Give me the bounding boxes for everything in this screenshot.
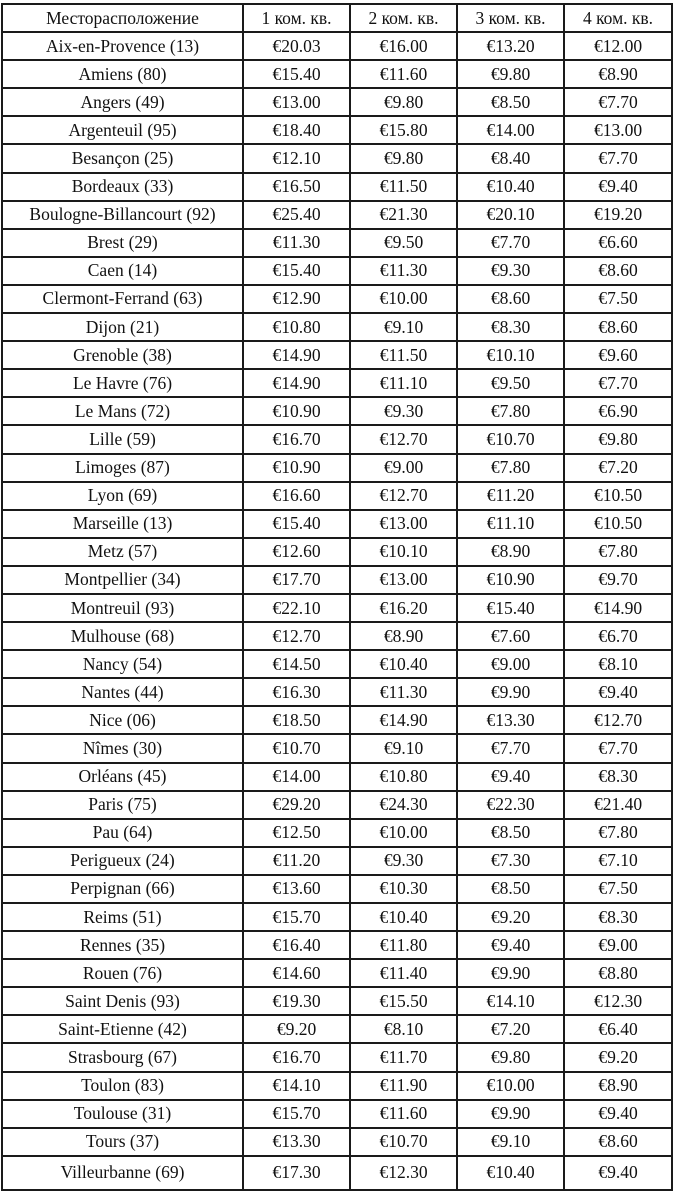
price-1-room-cell: €11.30 bbox=[243, 229, 350, 257]
price-2-room-cell: €15.80 bbox=[350, 116, 457, 144]
table-row bbox=[2, 88, 672, 116]
price-1-room-cell: €10.90 bbox=[243, 397, 350, 425]
price-3-room-cell: €9.90 bbox=[457, 678, 564, 706]
location-cell: Bordeaux (33) bbox=[2, 173, 243, 201]
price-4-room-cell: €12.00 bbox=[564, 32, 672, 60]
table-row bbox=[2, 1156, 672, 1190]
price-3-room-cell: €15.40 bbox=[457, 594, 564, 622]
table-row bbox=[2, 1100, 672, 1128]
price-1-room-cell: €15.40 bbox=[243, 60, 350, 88]
table-row bbox=[2, 819, 672, 847]
location-cell: Orléans (45) bbox=[2, 763, 243, 791]
price-2-room-cell: €9.10 bbox=[350, 734, 457, 762]
price-3-room-cell: €20.10 bbox=[457, 201, 564, 229]
table-row bbox=[2, 931, 672, 959]
price-3-room-cell: €7.60 bbox=[457, 622, 564, 650]
price-3-room-cell: €7.20 bbox=[457, 1015, 564, 1043]
price-4-room-cell: €7.80 bbox=[564, 538, 672, 566]
price-3-room-cell: €8.40 bbox=[457, 144, 564, 172]
price-1-room-cell: €17.70 bbox=[243, 566, 350, 594]
price-1-room-cell: €10.70 bbox=[243, 734, 350, 762]
price-2-room-cell: €10.70 bbox=[350, 1128, 457, 1156]
table-row bbox=[2, 510, 672, 538]
price-4-room-cell: €7.10 bbox=[564, 847, 672, 875]
location-cell: Le Mans (72) bbox=[2, 397, 243, 425]
price-2-room-cell: €9.30 bbox=[350, 397, 457, 425]
location-cell: Aix-en-Provence (13) bbox=[2, 32, 243, 60]
location-cell: Argenteuil (95) bbox=[2, 116, 243, 144]
location-cell: Lyon (69) bbox=[2, 482, 243, 510]
table-row bbox=[2, 1128, 672, 1156]
price-1-room-cell: €10.90 bbox=[243, 454, 350, 482]
location-cell: Rennes (35) bbox=[2, 931, 243, 959]
price-2-room-cell: €10.10 bbox=[350, 538, 457, 566]
price-3-room-cell: €9.10 bbox=[457, 1128, 564, 1156]
price-2-room-cell: €9.10 bbox=[350, 313, 457, 341]
price-2-room-cell: €9.30 bbox=[350, 847, 457, 875]
price-4-room-cell: €21.40 bbox=[564, 791, 672, 819]
price-2-room-cell: €11.60 bbox=[350, 60, 457, 88]
price-2-room-cell: €21.30 bbox=[350, 201, 457, 229]
price-3-room-cell: €7.80 bbox=[457, 397, 564, 425]
price-4-room-cell: €7.70 bbox=[564, 369, 672, 397]
location-cell: Besançon (25) bbox=[2, 144, 243, 172]
location-cell: Montpellier (34) bbox=[2, 566, 243, 594]
price-2-room-cell: €12.70 bbox=[350, 425, 457, 453]
price-2-room-cell: €10.00 bbox=[350, 285, 457, 313]
price-2-room-cell: €11.80 bbox=[350, 931, 457, 959]
price-2-room-cell: €11.40 bbox=[350, 959, 457, 987]
price-1-room-cell: €15.40 bbox=[243, 510, 350, 538]
price-1-room-cell: €18.40 bbox=[243, 116, 350, 144]
location-cell: Montreuil (93) bbox=[2, 594, 243, 622]
table-row bbox=[2, 763, 672, 791]
table-body bbox=[2, 32, 672, 1190]
price-4-room-cell: €6.90 bbox=[564, 397, 672, 425]
table-row bbox=[2, 678, 672, 706]
location-cell: Grenoble (38) bbox=[2, 341, 243, 369]
price-2-room-cell: €8.90 bbox=[350, 622, 457, 650]
price-3-room-cell: €22.30 bbox=[457, 791, 564, 819]
price-3-room-cell: €10.10 bbox=[457, 341, 564, 369]
price-4-room-cell: €8.60 bbox=[564, 313, 672, 341]
table-row bbox=[2, 566, 672, 594]
rent-price-table bbox=[1, 3, 673, 1191]
price-3-room-cell: €8.50 bbox=[457, 88, 564, 116]
table-row bbox=[2, 1072, 672, 1100]
price-4-room-cell: €9.00 bbox=[564, 931, 672, 959]
price-1-room-cell: €14.90 bbox=[243, 369, 350, 397]
table-row bbox=[2, 538, 672, 566]
price-1-room-cell: €16.40 bbox=[243, 931, 350, 959]
table-row bbox=[2, 144, 672, 172]
price-1-room-cell: €25.40 bbox=[243, 201, 350, 229]
price-1-room-cell: €9.20 bbox=[243, 1015, 350, 1043]
price-3-room-cell: €10.40 bbox=[457, 1156, 564, 1190]
location-cell: Tours (37) bbox=[2, 1128, 243, 1156]
price-3-room-cell: €9.30 bbox=[457, 257, 564, 285]
price-3-room-cell: €9.50 bbox=[457, 369, 564, 397]
price-4-room-cell: €19.20 bbox=[564, 201, 672, 229]
price-3-room-cell: €14.00 bbox=[457, 116, 564, 144]
price-2-room-cell: €9.80 bbox=[350, 88, 457, 116]
price-2-room-cell: €11.70 bbox=[350, 1043, 457, 1071]
price-2-room-cell: €15.50 bbox=[350, 987, 457, 1015]
price-4-room-cell: €9.40 bbox=[564, 1156, 672, 1190]
table-row bbox=[2, 201, 672, 229]
table-row bbox=[2, 369, 672, 397]
price-2-room-cell: €9.00 bbox=[350, 454, 457, 482]
header-location: Месторасположение bbox=[2, 4, 243, 32]
price-1-room-cell: €16.70 bbox=[243, 425, 350, 453]
price-1-room-cell: €12.70 bbox=[243, 622, 350, 650]
price-4-room-cell: €7.20 bbox=[564, 454, 672, 482]
price-1-room-cell: €16.60 bbox=[243, 482, 350, 510]
location-cell: Rouen (76) bbox=[2, 959, 243, 987]
price-1-room-cell: €17.30 bbox=[243, 1156, 350, 1190]
location-cell: Mulhouse (68) bbox=[2, 622, 243, 650]
price-2-room-cell: €11.10 bbox=[350, 369, 457, 397]
price-4-room-cell: €13.00 bbox=[564, 116, 672, 144]
price-2-room-cell: €12.70 bbox=[350, 482, 457, 510]
location-cell: Lille (59) bbox=[2, 425, 243, 453]
price-4-room-cell: €7.50 bbox=[564, 875, 672, 903]
price-1-room-cell: €14.90 bbox=[243, 341, 350, 369]
price-2-room-cell: €11.30 bbox=[350, 678, 457, 706]
table-row bbox=[2, 257, 672, 285]
price-3-room-cell: €14.10 bbox=[457, 987, 564, 1015]
price-1-room-cell: €12.90 bbox=[243, 285, 350, 313]
location-cell: Boulogne-Billancourt (92) bbox=[2, 201, 243, 229]
table-row bbox=[2, 313, 672, 341]
header-2-room: 2 ком. кв. bbox=[350, 4, 457, 32]
price-1-room-cell: €12.50 bbox=[243, 819, 350, 847]
price-2-room-cell: €13.00 bbox=[350, 566, 457, 594]
price-3-room-cell: €7.30 bbox=[457, 847, 564, 875]
location-cell: Villeurbanne (69) bbox=[2, 1156, 243, 1190]
location-cell: Limoges (87) bbox=[2, 454, 243, 482]
location-cell: Toulon (83) bbox=[2, 1072, 243, 1100]
location-cell: Saint Denis (93) bbox=[2, 987, 243, 1015]
price-4-room-cell: €9.80 bbox=[564, 425, 672, 453]
location-cell: Nantes (44) bbox=[2, 678, 243, 706]
price-1-room-cell: €16.50 bbox=[243, 173, 350, 201]
price-4-room-cell: €7.70 bbox=[564, 734, 672, 762]
price-3-room-cell: €9.90 bbox=[457, 1100, 564, 1128]
price-1-room-cell: €14.00 bbox=[243, 763, 350, 791]
price-3-room-cell: €7.70 bbox=[457, 734, 564, 762]
price-3-room-cell: €10.90 bbox=[457, 566, 564, 594]
price-4-room-cell: €12.70 bbox=[564, 706, 672, 734]
price-4-room-cell: €6.40 bbox=[564, 1015, 672, 1043]
price-4-room-cell: €8.90 bbox=[564, 1072, 672, 1100]
location-cell: Marseille (13) bbox=[2, 510, 243, 538]
price-3-room-cell: €13.30 bbox=[457, 706, 564, 734]
price-3-room-cell: €9.80 bbox=[457, 60, 564, 88]
price-1-room-cell: €12.10 bbox=[243, 144, 350, 172]
table-row bbox=[2, 60, 672, 88]
price-4-room-cell: €9.40 bbox=[564, 1100, 672, 1128]
price-1-room-cell: €14.10 bbox=[243, 1072, 350, 1100]
price-4-room-cell: €8.90 bbox=[564, 60, 672, 88]
location-cell: Paris (75) bbox=[2, 791, 243, 819]
price-1-room-cell: €19.30 bbox=[243, 987, 350, 1015]
price-1-room-cell: €15.40 bbox=[243, 257, 350, 285]
price-3-room-cell: €11.20 bbox=[457, 482, 564, 510]
price-4-room-cell: €6.60 bbox=[564, 229, 672, 257]
price-3-room-cell: €7.70 bbox=[457, 229, 564, 257]
price-2-room-cell: €10.40 bbox=[350, 650, 457, 678]
location-cell: Pau (64) bbox=[2, 819, 243, 847]
price-4-room-cell: €8.10 bbox=[564, 650, 672, 678]
price-4-room-cell: €8.60 bbox=[564, 1128, 672, 1156]
price-3-room-cell: €9.00 bbox=[457, 650, 564, 678]
table-row bbox=[2, 594, 672, 622]
price-3-room-cell: €8.30 bbox=[457, 313, 564, 341]
price-3-room-cell: €8.50 bbox=[457, 819, 564, 847]
price-3-room-cell: €8.60 bbox=[457, 285, 564, 313]
table-row bbox=[2, 454, 672, 482]
price-1-room-cell: €16.30 bbox=[243, 678, 350, 706]
price-2-room-cell: €16.20 bbox=[350, 594, 457, 622]
price-4-room-cell: €7.70 bbox=[564, 88, 672, 116]
price-2-room-cell: €12.30 bbox=[350, 1156, 457, 1190]
price-3-room-cell: €8.90 bbox=[457, 538, 564, 566]
location-cell: Nice (06) bbox=[2, 706, 243, 734]
location-cell: Caen (14) bbox=[2, 257, 243, 285]
price-1-room-cell: €13.00 bbox=[243, 88, 350, 116]
price-3-room-cell: €9.40 bbox=[457, 931, 564, 959]
table-row bbox=[2, 173, 672, 201]
price-2-room-cell: €24.30 bbox=[350, 791, 457, 819]
table-row bbox=[2, 847, 672, 875]
location-cell: Reims (51) bbox=[2, 903, 243, 931]
table-row bbox=[2, 734, 672, 762]
price-3-room-cell: €9.20 bbox=[457, 903, 564, 931]
location-cell: Nancy (54) bbox=[2, 650, 243, 678]
table-header-row bbox=[2, 4, 672, 32]
price-4-room-cell: €7.50 bbox=[564, 285, 672, 313]
table-row bbox=[2, 706, 672, 734]
table-row bbox=[2, 987, 672, 1015]
table-row bbox=[2, 622, 672, 650]
price-2-room-cell: €11.50 bbox=[350, 173, 457, 201]
table-row bbox=[2, 229, 672, 257]
price-3-room-cell: €10.00 bbox=[457, 1072, 564, 1100]
price-2-room-cell: €11.60 bbox=[350, 1100, 457, 1128]
price-4-room-cell: €8.30 bbox=[564, 763, 672, 791]
price-4-room-cell: €10.50 bbox=[564, 482, 672, 510]
price-2-room-cell: €11.30 bbox=[350, 257, 457, 285]
location-cell: Clermont-Ferrand (63) bbox=[2, 285, 243, 313]
price-2-room-cell: €9.80 bbox=[350, 144, 457, 172]
price-1-room-cell: €14.50 bbox=[243, 650, 350, 678]
price-4-room-cell: €8.30 bbox=[564, 903, 672, 931]
table-row bbox=[2, 650, 672, 678]
location-cell: Nîmes (30) bbox=[2, 734, 243, 762]
price-4-room-cell: €7.70 bbox=[564, 144, 672, 172]
price-3-room-cell: €10.40 bbox=[457, 173, 564, 201]
price-1-room-cell: €15.70 bbox=[243, 903, 350, 931]
price-2-room-cell: €13.00 bbox=[350, 510, 457, 538]
location-cell: Perpignan (66) bbox=[2, 875, 243, 903]
price-3-room-cell: €10.70 bbox=[457, 425, 564, 453]
location-cell: Brest (29) bbox=[2, 229, 243, 257]
header-3-room: 3 ком. кв. bbox=[457, 4, 564, 32]
price-2-room-cell: €10.00 bbox=[350, 819, 457, 847]
header-4-room: 4 ком. кв. bbox=[564, 4, 672, 32]
price-2-room-cell: €16.00 bbox=[350, 32, 457, 60]
price-2-room-cell: €11.50 bbox=[350, 341, 457, 369]
price-3-room-cell: €8.50 bbox=[457, 875, 564, 903]
price-1-room-cell: €22.10 bbox=[243, 594, 350, 622]
table-row bbox=[2, 1015, 672, 1043]
header-1-room: 1 ком. кв. bbox=[243, 4, 350, 32]
price-4-room-cell: €6.70 bbox=[564, 622, 672, 650]
table-row bbox=[2, 341, 672, 369]
price-3-room-cell: €7.80 bbox=[457, 454, 564, 482]
location-cell: Saint-Etienne (42) bbox=[2, 1015, 243, 1043]
price-4-room-cell: €7.80 bbox=[564, 819, 672, 847]
price-1-room-cell: €13.30 bbox=[243, 1128, 350, 1156]
price-3-room-cell: €9.40 bbox=[457, 763, 564, 791]
table-row bbox=[2, 425, 672, 453]
price-4-room-cell: €9.40 bbox=[564, 678, 672, 706]
price-1-room-cell: €14.60 bbox=[243, 959, 350, 987]
price-1-room-cell: €20.03 bbox=[243, 32, 350, 60]
location-cell: Strasbourg (67) bbox=[2, 1043, 243, 1071]
price-4-room-cell: €14.90 bbox=[564, 594, 672, 622]
price-4-room-cell: €9.40 bbox=[564, 173, 672, 201]
price-2-room-cell: €14.90 bbox=[350, 706, 457, 734]
price-3-room-cell: €9.90 bbox=[457, 959, 564, 987]
location-cell: Metz (57) bbox=[2, 538, 243, 566]
table-row bbox=[2, 1043, 672, 1071]
price-1-room-cell: €16.70 bbox=[243, 1043, 350, 1071]
table-row bbox=[2, 875, 672, 903]
table-row bbox=[2, 903, 672, 931]
price-2-room-cell: €11.90 bbox=[350, 1072, 457, 1100]
price-4-room-cell: €8.80 bbox=[564, 959, 672, 987]
table-row bbox=[2, 397, 672, 425]
table-row bbox=[2, 32, 672, 60]
price-1-room-cell: €29.20 bbox=[243, 791, 350, 819]
table-row bbox=[2, 285, 672, 313]
location-cell: Perigueux (24) bbox=[2, 847, 243, 875]
location-cell: Dijon (21) bbox=[2, 313, 243, 341]
price-1-room-cell: €18.50 bbox=[243, 706, 350, 734]
price-1-room-cell: €12.60 bbox=[243, 538, 350, 566]
table-row bbox=[2, 116, 672, 144]
table-row bbox=[2, 482, 672, 510]
location-cell: Angers (49) bbox=[2, 88, 243, 116]
price-3-room-cell: €11.10 bbox=[457, 510, 564, 538]
price-2-room-cell: €10.40 bbox=[350, 903, 457, 931]
price-4-room-cell: €9.60 bbox=[564, 341, 672, 369]
price-1-room-cell: €13.60 bbox=[243, 875, 350, 903]
price-4-room-cell: €10.50 bbox=[564, 510, 672, 538]
price-1-room-cell: €15.70 bbox=[243, 1100, 350, 1128]
table-row bbox=[2, 959, 672, 987]
price-1-room-cell: €10.80 bbox=[243, 313, 350, 341]
price-4-room-cell: €9.20 bbox=[564, 1043, 672, 1071]
price-1-room-cell: €11.20 bbox=[243, 847, 350, 875]
price-4-room-cell: €8.60 bbox=[564, 257, 672, 285]
price-2-room-cell: €10.30 bbox=[350, 875, 457, 903]
price-3-room-cell: €13.20 bbox=[457, 32, 564, 60]
price-2-room-cell: €9.50 bbox=[350, 229, 457, 257]
price-4-room-cell: €9.70 bbox=[564, 566, 672, 594]
location-cell: Amiens (80) bbox=[2, 60, 243, 88]
location-cell: Le Havre (76) bbox=[2, 369, 243, 397]
location-cell: Toulouse (31) bbox=[2, 1100, 243, 1128]
price-3-room-cell: €9.80 bbox=[457, 1043, 564, 1071]
table-row bbox=[2, 791, 672, 819]
price-2-room-cell: €10.80 bbox=[350, 763, 457, 791]
price-2-room-cell: €8.10 bbox=[350, 1015, 457, 1043]
price-4-room-cell: €12.30 bbox=[564, 987, 672, 1015]
